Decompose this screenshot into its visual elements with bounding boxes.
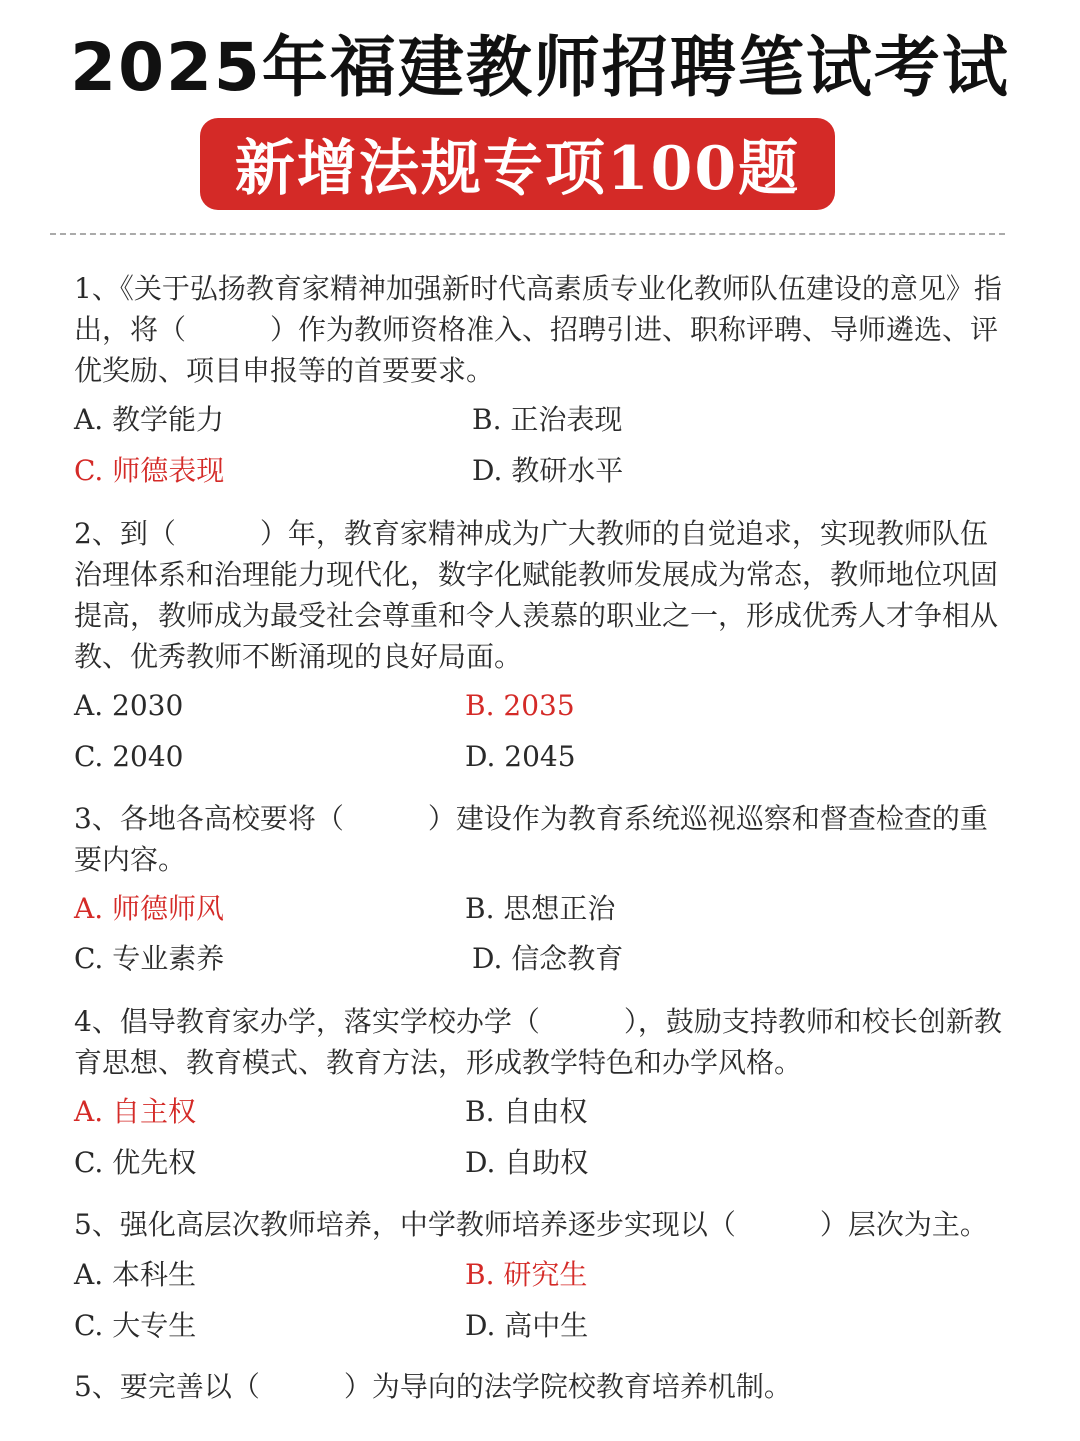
banner-text: 新增法规专项100题 xyxy=(234,134,801,204)
question-2-option-a: A. 2030 xyxy=(74,689,184,722)
question-3-option-d: D. 信念教育 xyxy=(472,942,624,975)
question-2-option-b: B. 2035 xyxy=(465,689,575,722)
question-5-option-a: A. 本科生 xyxy=(74,1258,197,1291)
question-1-option-d: D. 教研水平 xyxy=(472,454,624,487)
question-5-stem: 5、强化高层次教师培养，中学教师培养逐步实现以（ ）层次为主。 xyxy=(74,1208,988,1241)
question-6-stem: 5、要完善以（ ）为导向的法学院校教育培养机制。 xyxy=(74,1370,792,1403)
question-1-option-b: B. 正治表现 xyxy=(472,403,623,436)
question-4-option-d: D. 自助权 xyxy=(465,1146,589,1179)
question-2-stem: 2、到（ ）年，教育家精神成为广大教师的自觉追求，实现教师队伍治理体系和治理能力现代化，数字化赋能教师发展成为常态，教师地位巩固提高，教师成为最受社会尊重和令人羡慕的职业之一，形成优秀人才争相从教、优秀教师不断涌现的良好局面。 xyxy=(74,517,999,673)
question-1-option-c: C. 师德表现 xyxy=(74,454,225,487)
question-1-stem: 1、《关于弘扬教育家精神加强新时代高素质专业化教师队伍建设的意见》指出，将（ ）作为教师资格准入、招聘引进、职称评聘、导师遴选、评优奖励、项目申报等的首要要求。 xyxy=(74,272,1002,387)
question-5-option-d: D. 高中生 xyxy=(465,1309,589,1342)
page-title: 2025年福建教师招聘笔试考试 xyxy=(70,29,1010,106)
question-2-option-d: D. 2045 xyxy=(465,740,576,773)
question-4-option-b: B. 自由权 xyxy=(465,1095,588,1128)
subtitle-banner xyxy=(200,118,835,210)
question-4-option-a: A. 自主权 xyxy=(74,1095,197,1128)
question-2-option-c: C. 2040 xyxy=(74,740,184,773)
question-3-stem: 3、各地各高校要将（ ）建设作为教育系统巡视巡察和督查检查的重要内容。 xyxy=(74,802,988,876)
question-4-stem: 4、倡导教育家办学，落实学校办学（ ），鼓励支持教师和校长创新教育思想、教育模式、教育方法，形成教学特色和办学风格。 xyxy=(74,1005,1002,1079)
question-4-option-c: C. 优先权 xyxy=(74,1146,197,1179)
question-5-option-b: B. 研究生 xyxy=(465,1258,588,1291)
question-3-option-c: C. 专业素养 xyxy=(74,942,225,975)
question-3-option-a: A. 师德师风 xyxy=(74,892,225,925)
question-5-option-c: C. 大专生 xyxy=(74,1309,197,1342)
question-1-option-a: A. 教学能力 xyxy=(74,403,225,436)
question-3-option-b: B. 思想正治 xyxy=(465,892,616,925)
dashed-divider xyxy=(50,233,1005,235)
